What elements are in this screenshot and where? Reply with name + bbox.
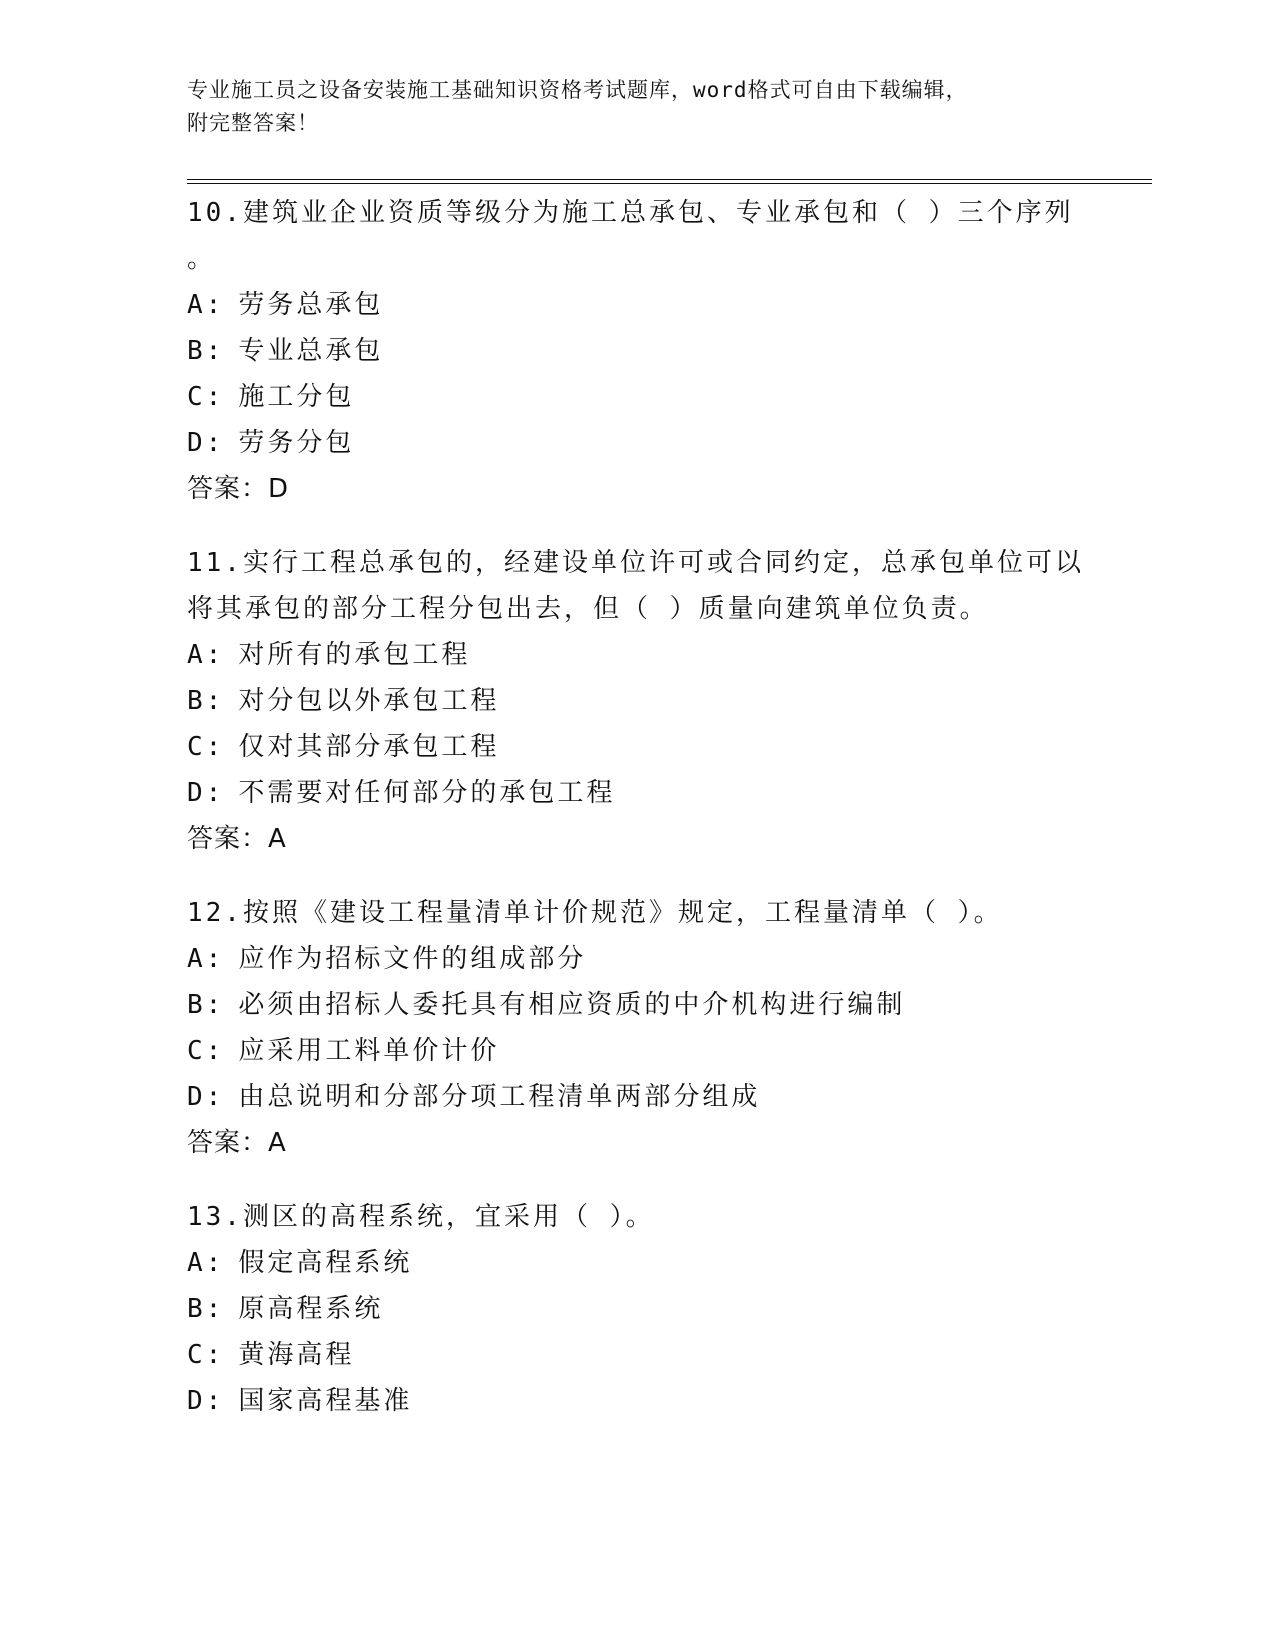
option-text: 由总说明和分部分项工程清单两部分组成 [238,1082,761,1112]
option-b: B: 专业总承包 [187,336,384,366]
option-a: A: 假定高程系统 [187,1248,413,1278]
option-key: D [187,428,206,458]
option-key: C [187,1340,206,1370]
header-line-1: 专业施工员之设备安装施工基础知识资格考试题库，word格式可自由下载编辑， [187,78,968,102]
answer-line: 答案：D [187,474,290,504]
option-text: 劳务分包 [238,428,355,458]
option-text: 不需要对任何部分的承包工程 [238,778,616,808]
option-key: C [187,1036,206,1066]
option-key: A [187,640,206,670]
option-key: A [187,944,206,974]
option-text: 劳务总承包 [238,290,384,320]
option-c: C: 施工分包 [187,382,355,412]
option-c: C: 黄海高程 [187,1340,355,1370]
option-key: B [187,990,206,1020]
question-list [187,190,1087,1452]
option-d: D: 不需要对任何部分的承包工程 [187,778,616,808]
option-a: A: 应作为招标文件的组成部分 [187,944,587,974]
option-key: B [187,1294,206,1324]
question-13 [187,1194,1087,1424]
option-d: D: 国家高程基准 [187,1386,413,1416]
option-key: C [187,382,206,412]
option-a: A: 对所有的承包工程 [187,640,471,670]
question-11 [187,540,1087,862]
option-text: 必须由招标人委托具有相应资质的中介机构进行编制 [238,990,906,1020]
question-stem: 10.建筑业企业资质等级分为施工总承包、专业承包和（ ）三个序列 。 [187,198,1074,274]
option-c: C: 应采用工料单价计价 [187,1036,500,1066]
option-text: 应采用工料单价计价 [238,1036,500,1066]
option-key: D [187,778,206,808]
question-10 [187,190,1087,512]
option-text: 应作为招标文件的组成部分 [238,944,587,974]
question-12 [187,890,1087,1166]
option-text: 仅对其部分承包工程 [238,732,500,762]
option-key: A [187,1248,206,1278]
option-b: B: 必须由招标人委托具有相应资质的中介机构进行编制 [187,990,906,1020]
option-text: 专业总承包 [238,336,384,366]
option-c: C: 仅对其部分承包工程 [187,732,500,762]
header-divider-bottom [187,183,1152,184]
option-a: A: 劳务总承包 [187,290,384,320]
option-text: 对分包以外承包工程 [238,686,500,716]
option-d: D: 由总说明和分部分项工程清单两部分组成 [187,1082,761,1112]
option-text: 国家高程基准 [238,1386,413,1416]
option-key: A [187,290,206,320]
document-header [187,74,1067,140]
option-b: B: 原高程系统 [187,1294,384,1324]
option-key: C [187,732,206,762]
header-divider-top [187,179,1152,180]
option-key: D [187,1082,206,1112]
option-key: B [187,686,206,716]
option-text: 假定高程系统 [238,1248,413,1278]
question-stem: 11.实行工程总承包的，经建设单位许可或合同约定，总承包单位可以将其承包的部分工程分包出去，但（ ）质量向建筑单位负责。 [187,548,1084,624]
answer-line: 答案：A [187,824,287,854]
option-text: 对所有的承包工程 [238,640,471,670]
question-stem: 13.测区的高程系统，宜采用（ ）。 [187,1202,655,1232]
option-key: D [187,1386,206,1416]
option-text: 原高程系统 [238,1294,384,1324]
option-text: 施工分包 [238,382,355,412]
option-d: D: 劳务分包 [187,428,355,458]
answer-line: 答案：A [187,1128,287,1158]
option-b: B: 对分包以外承包工程 [187,686,500,716]
option-text: 黄海高程 [238,1340,355,1370]
question-stem: 12.按照《建设工程量清单计价规范》规定，工程量清单（ ）。 [187,898,1003,928]
header-line-2: 附完整答案！ [187,111,319,135]
option-key: B [187,336,206,366]
